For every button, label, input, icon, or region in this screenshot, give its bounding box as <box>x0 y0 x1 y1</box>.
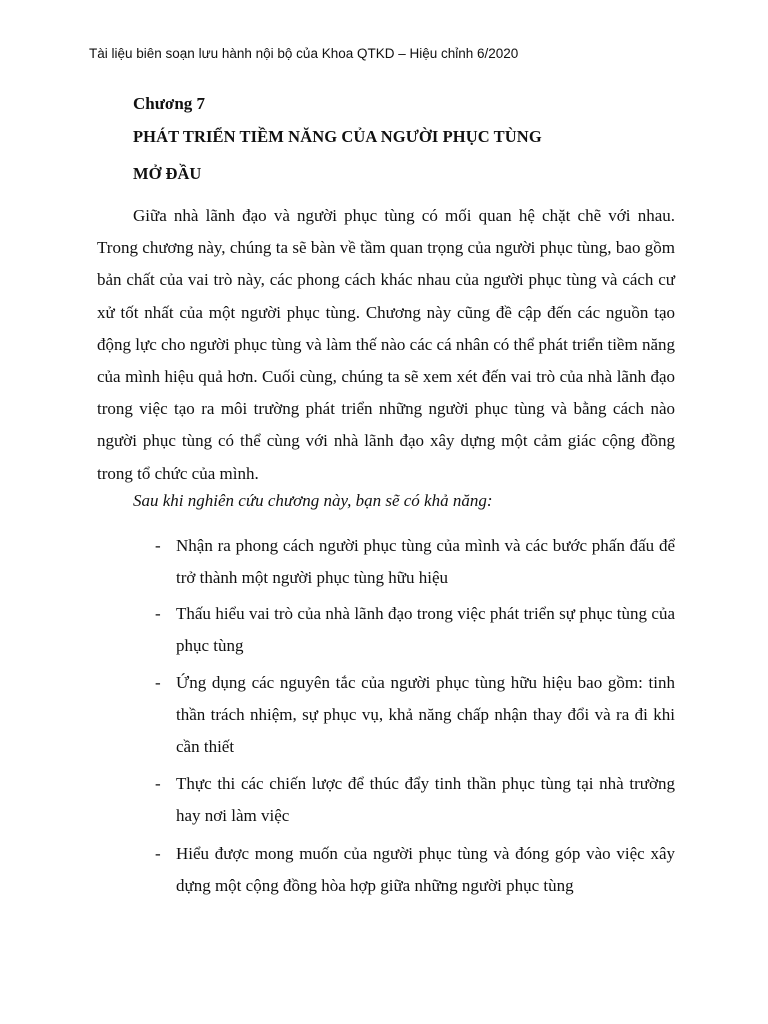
intro-paragraph: Giữa nhà lãnh đạo và người phục tùng có mối quan hệ chặt chẽ với nhau. Trong chương này, chúng ta sẽ bàn về tầm quan trọng của người phục tùng, bao gồm bản chất của vai trò này, các phong cách khác nhau của người phục tùng và cách cư xử tốt nhất của một người phục tùng. Chương này cũng đề cập đến các nguồn tạo động lực cho người phục tùng và làm thế nào các cá nhân có thể phát triển tiềm năng của mình hiệu quả hơn. Cuối cùng, chúng ta sẽ xem xét đến vai trò của nhà lãnh đạo trong việc tạo ra môi trường phát triển những người phục tùng và bằng cách nào người phục tùng có thể cùng với nhà lãnh đạo xây dựng một cảm giác cộng đồng trong tổ chức của mình. <box>97 206 675 483</box>
objective-item <box>155 838 675 902</box>
section-title: MỞ ĐẦU <box>133 164 202 183</box>
chapter-title: PHÁT TRIỂN TIỀM NĂNG CỦA NGƯỜI PHỤC TÙNG <box>133 127 542 146</box>
objective-item <box>155 530 675 594</box>
objectives-intro: Sau khi nghiên cứu chương này, bạn sẽ có khả năng: <box>133 491 493 510</box>
objective-text: Thực thi các chiến lược để thúc đẩy tinh thần phục tùng tại nhà trường hay nơi làm việc <box>176 774 675 825</box>
objective-text: Hiểu được mong muốn của người phục tùng và đóng góp vào việc xây dựng một cộng đồng hòa hợp giữa những người phục tùng <box>176 844 675 895</box>
bullet-dash: - <box>155 673 161 692</box>
objective-text: Nhận ra phong cách người phục tùng của mình và các bước phấn đấu để trở thành một người phục tùng hữu hiệu <box>176 536 675 587</box>
chapter-number: Chương 7 <box>133 94 206 113</box>
objective-item <box>155 598 675 662</box>
objective-item <box>155 768 675 832</box>
bullet-dash: - <box>155 844 161 863</box>
objective-text: Thấu hiểu vai trò của nhà lãnh đạo trong việc phát triển sự phục tùng của phục tùng <box>176 604 675 655</box>
bullet-dash: - <box>155 536 161 555</box>
running-header: Tài liệu biên soạn lưu hành nội bộ của Khoa QTKD – Hiệu chỉnh 6/2020 <box>89 46 519 61</box>
bullet-dash: - <box>155 604 161 623</box>
objective-item <box>155 667 675 763</box>
objective-text: Ứng dụng các nguyên tắc của người phục tùng hữu hiệu bao gồm: tinh thần trách nhiệm, sự phục vụ, khả năng chấp nhận thay đổi và ra đi khi cần thiết <box>176 673 675 756</box>
bullet-dash: - <box>155 774 161 793</box>
